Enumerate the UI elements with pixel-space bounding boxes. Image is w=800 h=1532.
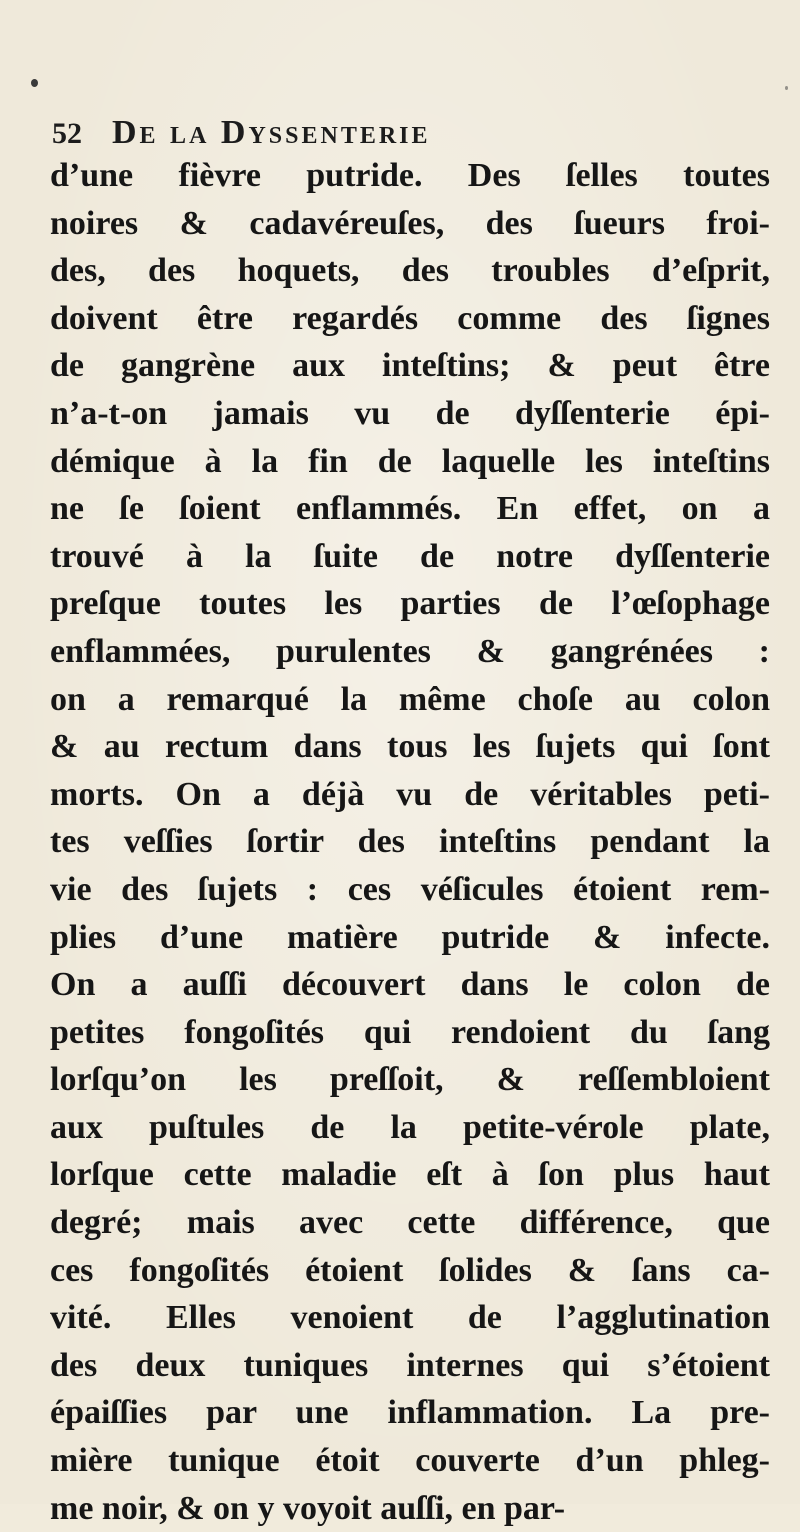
text-line: vité. Elles venoient de l’agglutination (50, 1299, 770, 1337)
running-head: De la Dyssenterie (112, 114, 431, 151)
text-line: vie des ſujets : ces véſicules étoient rem- (50, 870, 770, 908)
text-line: n’a-t-on jamais vu de dyſſenterie épi- (50, 394, 770, 432)
text-line: d’une fièvre putride. Des ſelles toutes (50, 157, 770, 194)
text-line: ces fongoſités étoient ſolides & ſans ca- (50, 1251, 770, 1289)
text-line: démique à la fin de laquelle les inteſtins (50, 442, 770, 480)
text-line: lorſqu’on les preſſoit, & reſſembloient (50, 1061, 770, 1099)
text-line: aux puſtules de la petite-vérole plate, (50, 1108, 770, 1146)
text-line: tes veſſies ſortir des inteſtins pendant la (50, 823, 770, 861)
text-line: On a auſſi découvert dans le colon de (50, 966, 770, 1004)
text-line: degré; mais avec cette différence, que (50, 1204, 770, 1242)
text-line: mière tunique étoit couverte d’un phleg- (50, 1442, 770, 1480)
text-line: doivent être regardés comme des ſignes (50, 299, 770, 337)
text-line: me noir, & on y voyoit auſſi, en par- (50, 1489, 566, 1527)
text-line: on a remarqué la même choſe au colon (50, 680, 770, 718)
text-line: lorſque cette maladie eſt à ſon plus haut (50, 1156, 770, 1194)
text-line: noires & cadavéreuſes, des ſueurs froi- (50, 204, 770, 242)
body-text (50, 152, 770, 1532)
page-header (52, 114, 772, 154)
text-line: petites fongoſités qui rendoient du ſang (50, 1013, 770, 1051)
text-line: enflammées, purulentes & gangrénées : (50, 632, 770, 670)
text-line: de gangrène aux inteſtins; & peut être (50, 347, 770, 385)
text-line: preſque toutes les parties de l’œſophage (50, 585, 770, 623)
text-line: ne ſe ſoient enflammés. En effet, on a (50, 490, 770, 528)
text-line: trouvé à la ſuite de notre dyſſenterie (50, 537, 770, 575)
text-line: morts. On a déjà vu de véritables peti- (50, 775, 770, 813)
page-number: 52 (52, 117, 82, 150)
ink-speck (31, 79, 38, 87)
text-line: & au rectum dans tous les ſujets qui ſont (50, 728, 770, 766)
text-line: des, des hoquets, des troubles d’eſprit, (50, 252, 770, 290)
ink-speck (785, 86, 788, 90)
text-line: des deux tuniques internes qui s’étoient (50, 1346, 770, 1384)
text-line: plies d’une matière putride & infecte. (50, 918, 770, 956)
text-line: épaiſſies par une inflammation. La pre- (50, 1394, 770, 1432)
